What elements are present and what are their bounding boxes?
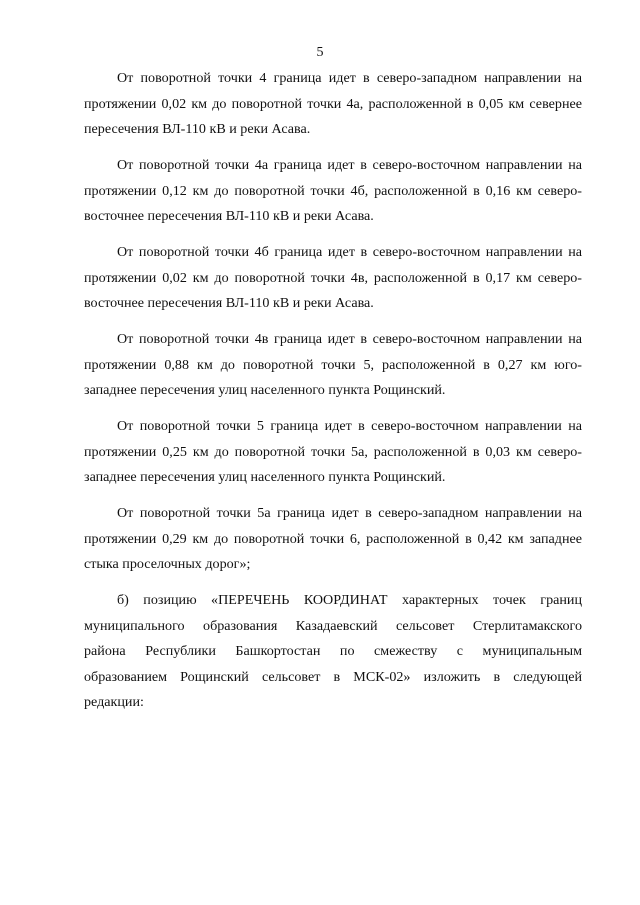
paragraph-point-4a: От поворотной точки 4а граница идет в северо-восточном направлении на протяжении 0,12 км до поворотной точки 4б, расположенной в 0,16 км северо-восточнее пересечения ВЛ-110 кВ и реки Асава. <box>84 157 582 224</box>
paragraph-point-4v: От поворотной точки 4в граница идет в северо-восточном направлении на протяжении 0,88 км до поворотной точки 5, расположенной в 0,27 км юго-западнее пересечения улиц населенного пункта Рощинский. <box>84 331 582 398</box>
paragraph-point-4: От поворотной точки 4 граница идет в северо-западном направлении на протяжении 0,02 км до поворотной точки 4а, расположенной в 0,05 км севернее пересечения ВЛ-110 кВ и реки Асава. <box>84 70 582 137</box>
paragraph-point-5: От поворотной точки 5 граница идет в северо-восточном направлении на протяжении 0,25 км до поворотной точки 5а, расположенной в 0,03 км северо-западнее пересечения улиц населенного пункта Рощинский. <box>84 418 582 485</box>
paragraph-point-5a: От поворотной точки 5а граница идет в северо-западном направлении на протяжении 0,29 км до поворотной точки 6, расположенной в 0,42 км западнее стыка проселочных дорог»; <box>84 505 582 572</box>
paragraph-item-b: б) позицию «ПЕРЕЧЕНЬ КООРДИНАТ характерных точек границ муниципального образования Казадаевский сельсовет Стерлитамакского района Республики Башкортостан по смежеству с муниципальным образованием Рощинский сельсовет в МСК-02» изложить в следующей редакции: <box>84 592 582 710</box>
paragraph-point-4b: От поворотной точки 4б граница идет в северо-восточном направлении на протяжении 0,02 км до поворотной точки 4в, расположенной в 0,17 км северо-восточнее пересечения ВЛ-110 кВ и реки Асава. <box>84 244 582 311</box>
page-number: 5 <box>316 45 324 60</box>
document-body <box>84 66 582 726</box>
